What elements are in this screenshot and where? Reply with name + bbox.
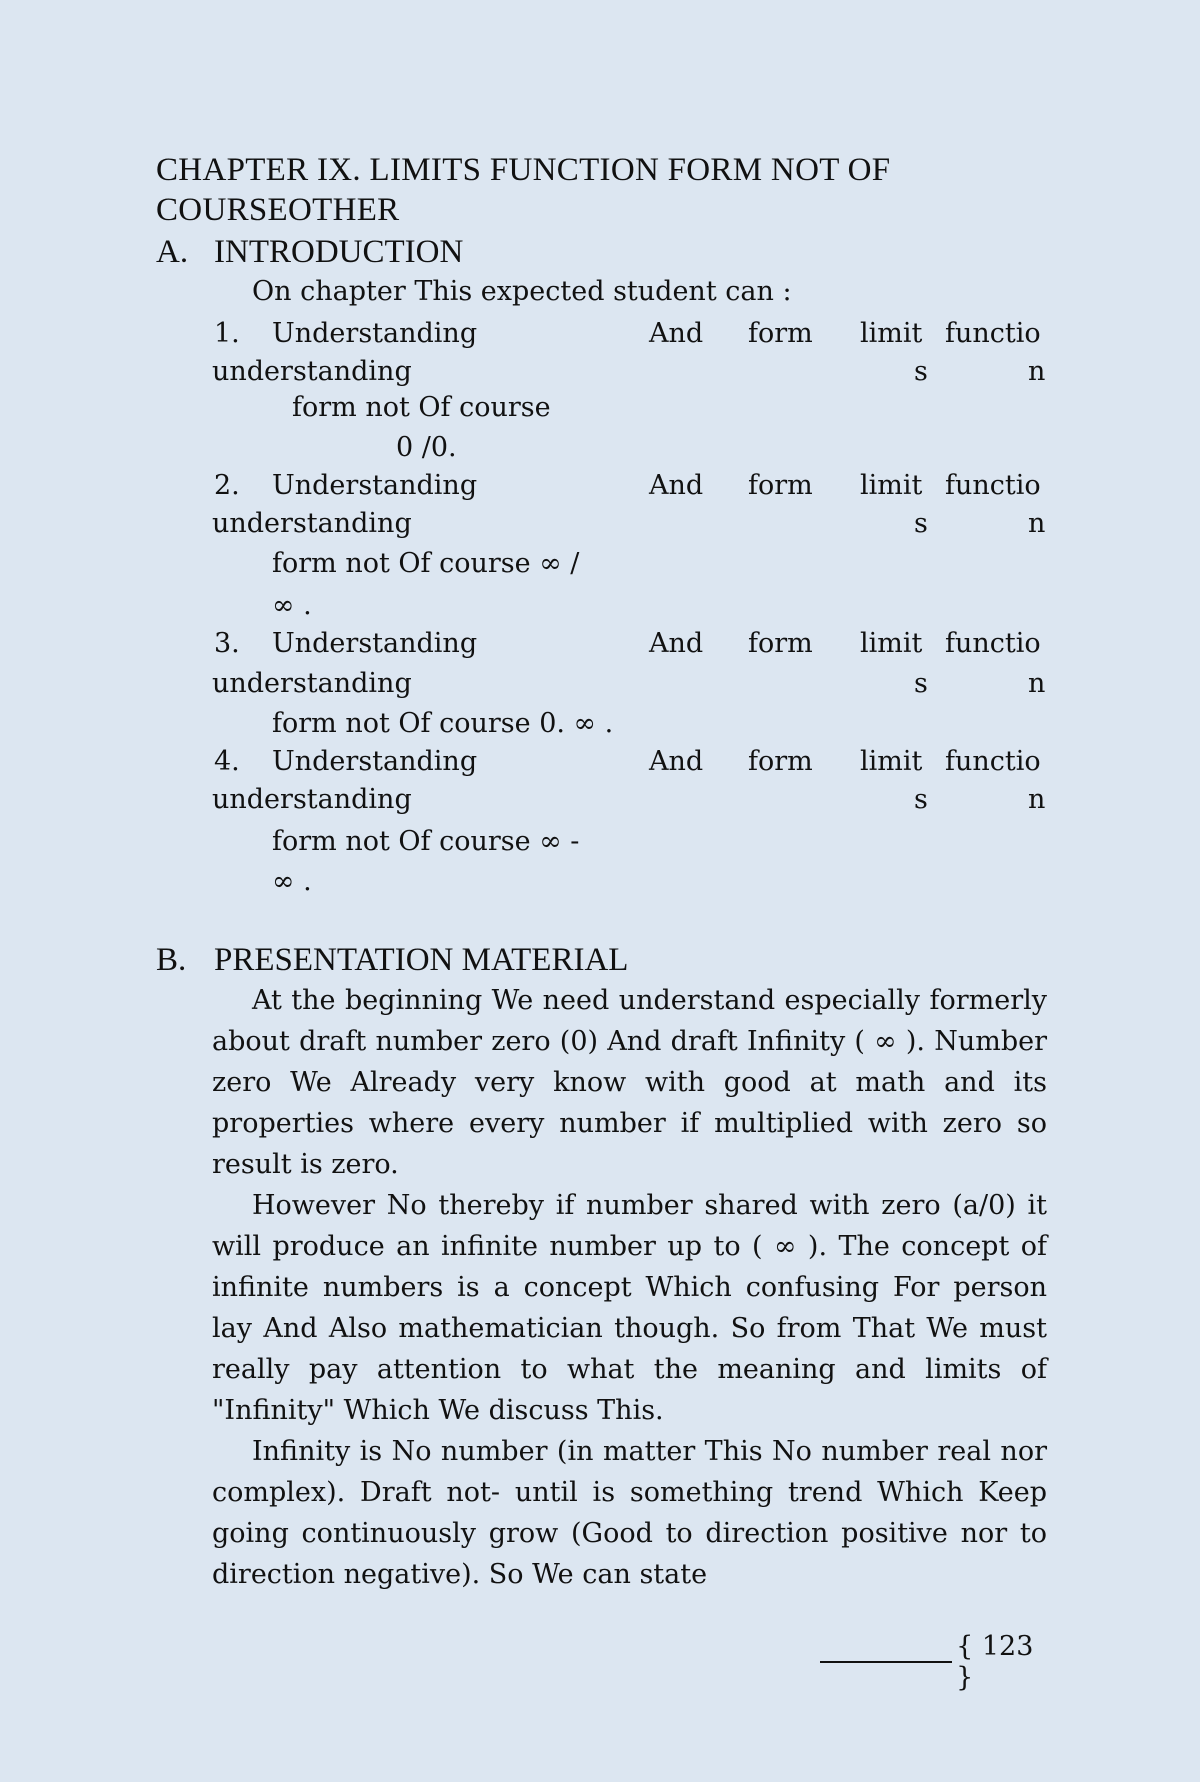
- objective-word: Understanding: [272, 628, 478, 659]
- page-footer: [820, 1631, 1050, 1693]
- objective-word: limit: [860, 628, 923, 659]
- objective-word: And: [649, 318, 704, 349]
- objective-word: understanding: [212, 668, 412, 699]
- objective-word: functio: [945, 628, 1041, 659]
- objective-form-text: form not Of course ∞ -: [272, 826, 580, 857]
- paragraph: At the beginning We need understand especially formerly about draft number zero (0) And draft Infinity ( ∞ ). Number zero We Already very know with good at math and its properties where every number if multiplied with zero so result is zero.: [212, 985, 1047, 1180]
- objective-word: n: [1028, 668, 1046, 699]
- objective-word: s: [914, 668, 928, 699]
- objective-word: limit: [860, 746, 923, 777]
- section-a-title: INTRODUCTION: [214, 234, 464, 270]
- objective-word: s: [914, 784, 928, 815]
- objective-word: form: [748, 746, 813, 777]
- objective-word: functio: [945, 470, 1041, 501]
- objective-word: And: [649, 470, 704, 501]
- objective-form-text: form not Of course: [292, 392, 551, 423]
- objective-word: s: [914, 356, 928, 387]
- objective-word: limit: [860, 318, 923, 349]
- section-b-heading: [156, 940, 628, 980]
- objective-form-text: ∞ .: [272, 866, 312, 897]
- paragraph: However No thereby if number shared with zero (a/0) it will produce an infinite number up to ( ∞ ). The concept of infinite numbers is a concept Which confusing For person lay And Also mathematician though. So from That We must really pay attention to what the meaning and limits of "Infinity" Which We discuss This.: [212, 1190, 1047, 1426]
- section-a-letter: A.: [156, 234, 189, 270]
- chapter-title: CHAPTER IX. LIMITS FUNCTION FORM NOT OF COURSEOTHER: [156, 152, 891, 228]
- objective-word: s: [914, 508, 928, 539]
- objective-word: Understanding: [272, 318, 478, 349]
- objective-form-text: ∞ .: [272, 590, 312, 621]
- objective-word: n: [1028, 508, 1046, 539]
- objective-word: And: [649, 628, 704, 659]
- objective-word: form: [748, 628, 813, 659]
- objective-number: 4.: [214, 746, 240, 777]
- objective-word: functio: [945, 318, 1041, 349]
- objective-word: understanding: [212, 784, 412, 815]
- objective-form-text: 0 /0.: [396, 432, 457, 463]
- objective-form-text: form not Of course ∞ /: [272, 548, 580, 579]
- objective-word: understanding: [212, 356, 412, 387]
- objective-word: limit: [860, 470, 923, 501]
- objective-word: understanding: [212, 508, 412, 539]
- objective-number: 2.: [214, 470, 240, 501]
- section-b-letter: B.: [156, 942, 187, 978]
- paragraph: Infinity is No number (in matter This No number real nor complex). Draft not- until is something trend Which Keep going continuously grow (Good to direction positive nor to direction negative). So We can state: [212, 1436, 1047, 1590]
- objective-word: n: [1028, 356, 1046, 387]
- section-b-title: PRESENTATION MATERIAL: [214, 942, 629, 978]
- objective-word: Understanding: [272, 470, 478, 501]
- objective-word: n: [1028, 784, 1046, 815]
- objective-word: form: [748, 470, 813, 501]
- objective-form-text: form not Of course 0. ∞ .: [272, 708, 614, 739]
- intro-line: On chapter This expected student can :: [252, 276, 792, 307]
- footer-rule: [820, 1661, 952, 1663]
- objective-word: Understanding: [272, 746, 478, 777]
- body-text: [212, 980, 1047, 1595]
- objective-word: And: [649, 746, 704, 777]
- objective-number: 3.: [214, 628, 240, 659]
- section-a-heading: [156, 232, 463, 272]
- objective-number: 1.: [214, 318, 240, 349]
- objective-word: form: [748, 318, 813, 349]
- objective-word: functio: [945, 746, 1041, 777]
- page-number: { 123 }: [956, 1631, 1034, 1693]
